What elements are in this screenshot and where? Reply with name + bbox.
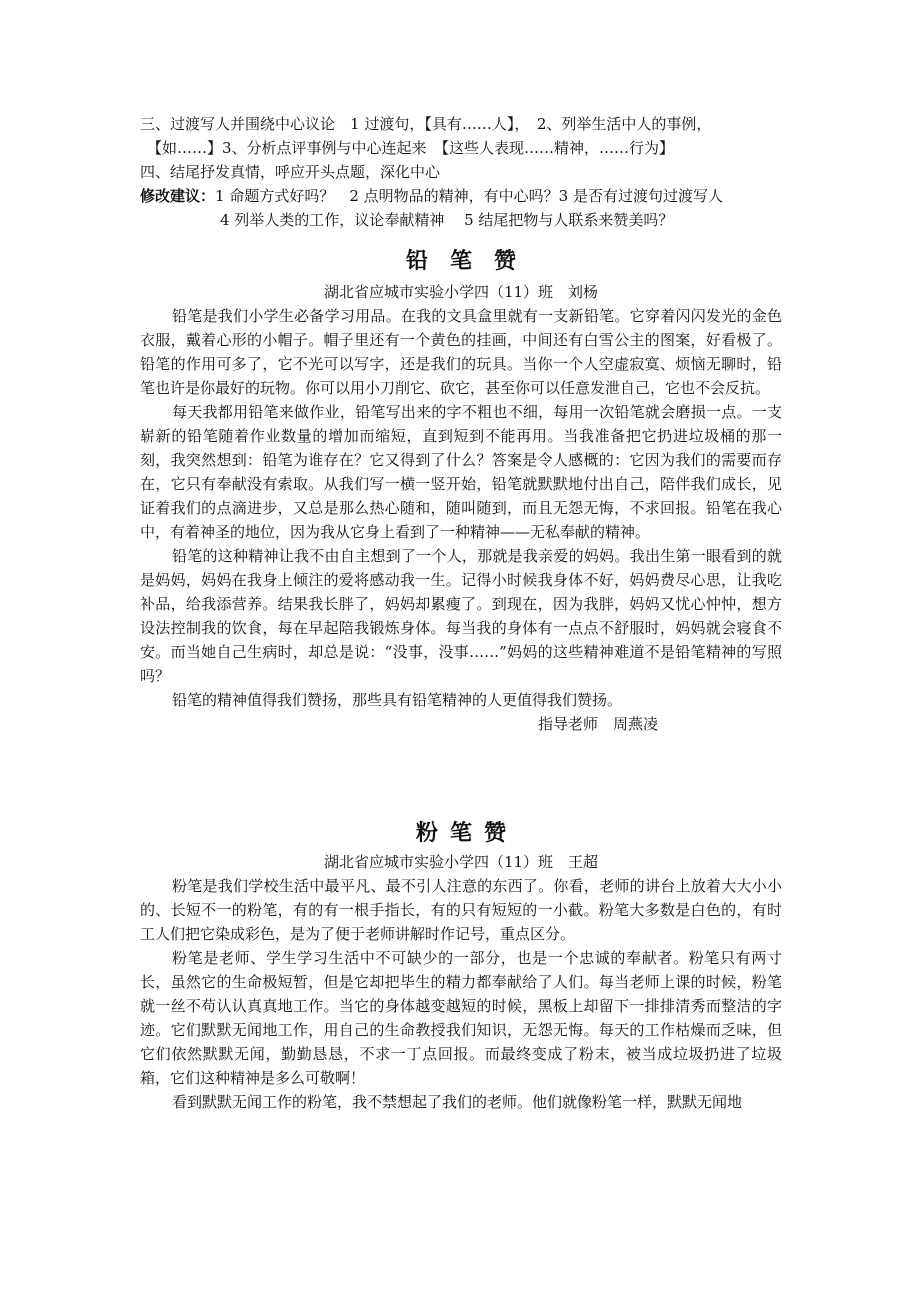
- section-gap: [140, 736, 782, 818]
- outline-point-3: 三、过渡写人并围绕中心议论 1 过渡句，【具有……人】， 2、列举生活中人的事例，: [140, 115, 712, 133]
- revision-suggestions: [140, 184, 782, 208]
- essay1-title: 铅笔赞: [405, 248, 538, 274]
- essay2-title: 粉笔赞: [415, 820, 518, 846]
- essay2-paragraph-2: 粉笔是老师、学生学习生活中不可缺少的一部分，也是一个忠诚的奉献者。粉笔只有两寸长，虽然它的生命极短暂，但是它却把毕生的精力都奉献给了人们。每当老师上课的时候，粉笔就一丝不苟认认真真地工作。当它的身体越变越短的时候，黑板上却留下一排排清秀而整洁的字迹。它们默默无闻地工作，用自己的生命教授我们知识，无怨无悔。每天的工作枯燥而乏味，但它们依然默默无闻，勤勤恳恳，不求一丁点回报。而最终变成了粉末，被当成垃圾扔进了垃圾箱，它们这种精神是多么可敬啊！: [140, 949, 782, 1087]
- essay2-paragraph-1: 粉笔是我们学校生活中最平凡、最不引人注意的东西了。你看，老师的讲台上放着大大小小的、长短不一的粉笔，有的有一根手指长，有的只有短短的一小截。粉笔大多数是白色的，有时工人们把它染成彩色，是为了便于老师讲解时作记号，重点区分。: [140, 877, 782, 943]
- essay1-paragraph-4: 铅笔的精神值得我们赞扬，那些具有铅笔精神的人更值得我们赞扬。: [172, 691, 623, 709]
- outline-point-3-continued: 【如……】3、分析点评事例与中心连起来 【这些人表现……精神，……行为】: [147, 139, 675, 157]
- essay2-paragraph-3: 看到默默无闻工作的粉笔，我不禁想起了我们的老师。他们就像粉笔一样，默默无闻地: [172, 1093, 743, 1111]
- suggestions-text-2: 4 列举人类的工作，议论奉献精神 5 结尾把物与人联系来赞美吗？: [220, 211, 674, 229]
- essay1-byline: 湖北省应城市实验小学四（11）班 刘杨: [323, 283, 599, 301]
- document-page: [140, 112, 782, 1114]
- suggestions-label: 修改建议：: [140, 187, 216, 205]
- outline-point-4: 四、结尾抒发真情，呼应开头点题，深化中心: [140, 163, 441, 181]
- essay1-paragraph-1: 铅笔是我们小学生必备学习用品。在我的文具盒里就有一支新铅笔。它穿着闪闪发光的金色衣服，戴着心形的小帽子。帽子里还有一个黄色的挂画，中间还有白雪公主的图案，好看极了。铅笔的作用可多了，它不光可以写字，还是我们的玩具。当你一个人空虚寂寞、烦恼无聊时，铅笔也许是你最好的玩物。你可以用小刀削它、砍它，甚至你可以任意发泄自己，它也不会反抗。: [140, 307, 782, 397]
- essay2-byline: 湖北省应城市实验小学四（11）班 王超: [323, 853, 599, 871]
- essay1-paragraph-2: 每天我都用铅笔来做作业，铅笔写出来的字不粗也不细，每用一次铅笔就会磨损一点。一支崭新的铅笔随着作业数量的增加而缩短，直到短到不能再用。当我准备把它扔进垃圾桶的那一刻，我突然想到：铅笔为谁存在？它又得到了什么？答案是令人感概的：它因为我们的需要而存在，它只有奉献没有索取。从我们写一横一竖开始，铅笔就默默地付出自己，陪伴我们成长，见证着我们的点滴进步，又总是那么热心随和，随叫随到，而且无怨无悔，不求回报。铅笔在我心中，有着神圣的地位，因为我从它身上看到了一种精神——无私奉献的精神。: [140, 403, 782, 541]
- suggestions-text-1: 1 命题方式好吗？ 2 点明物品的精神，有中心吗？3 是否有过渡句过渡写人: [215, 187, 723, 205]
- essay1-paragraph-3: 铅笔的这种精神让我不由自主想到了一个人，那就是我亲爱的妈妈。我出生第一眼看到的就是妈妈，妈妈在我身上倾注的爱将感动我一生。记得小时候我身体不好，妈妈费尽心思，让我吃补品，给我添营养。结果我长胖了，妈妈却累瘦了。到现在，因为我胖，妈妈又忧心忡忡，想方设法控制我的饮食，每在早起陪我锻炼身体。每当我的身体有一点点不舒服时，妈妈就会寝食不安。而当她自己生病时，却总是说：“没事，没事……”妈妈的这些精神难道不是铅笔精神的写照吗？: [140, 547, 782, 685]
- essay1-teacher: 指导老师 周燕凌: [537, 715, 658, 733]
